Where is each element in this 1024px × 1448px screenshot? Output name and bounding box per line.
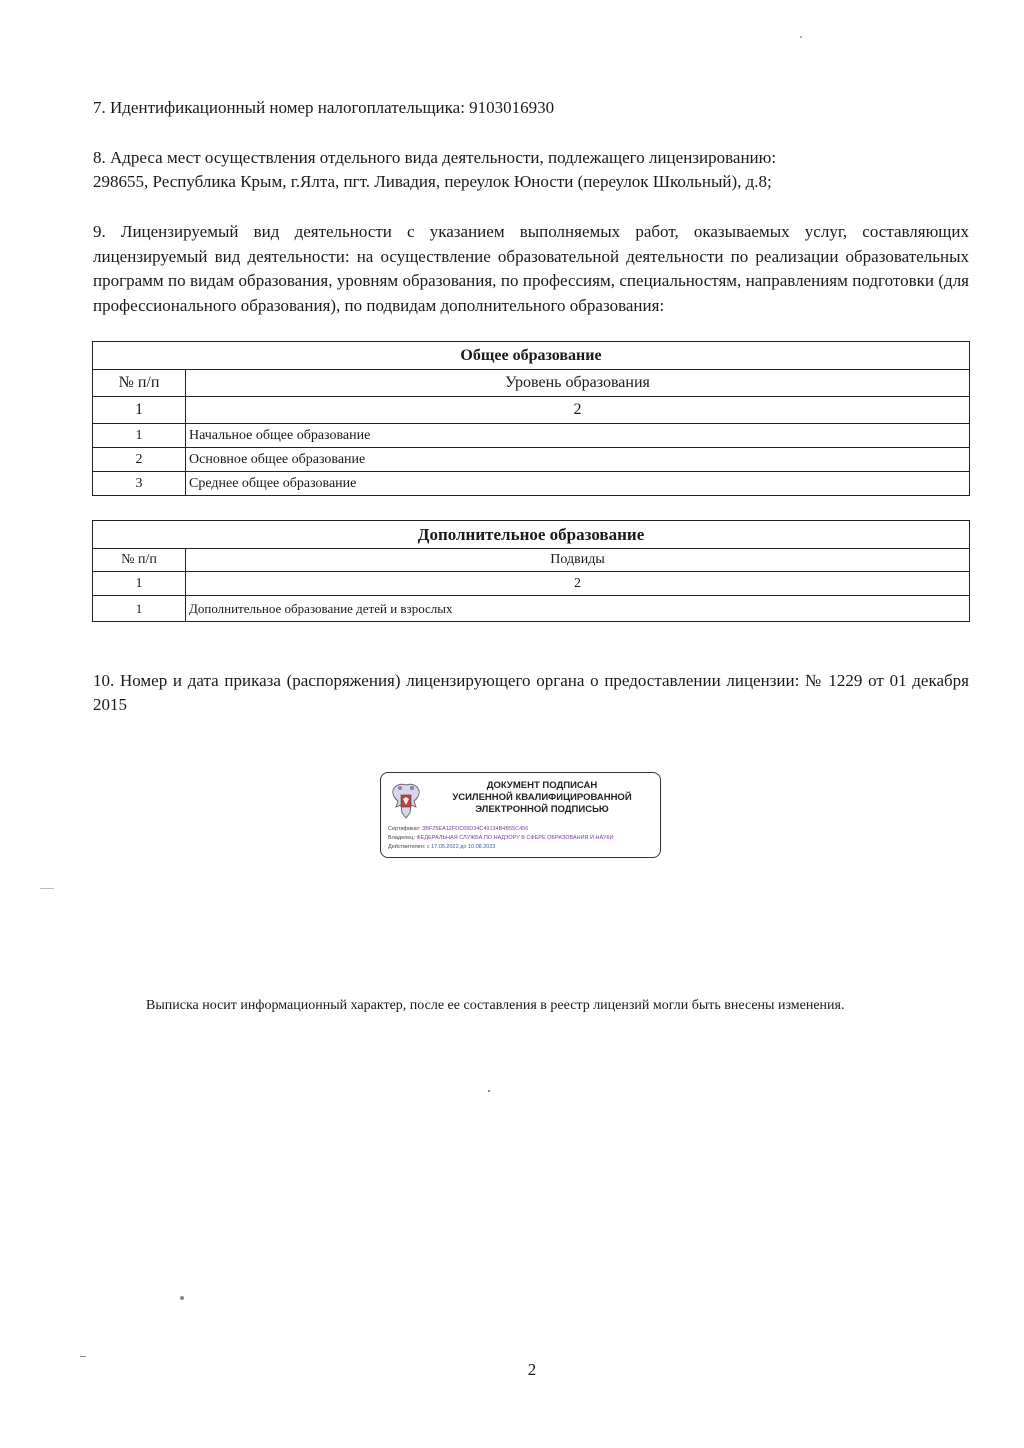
page-number: 2 <box>527 1360 537 1379</box>
item-7-inn: 7. Идентификационный номер налогоплательщика: 9103016930 <box>93 98 555 117</box>
additional-education-title: Дополнительное образование <box>93 521 970 549</box>
stamp-heading-line: ЭЛЕКТРОННОЙ ПОДПИСЬЮ <box>475 804 609 815</box>
stamp-valid-line <box>388 843 660 852</box>
row-number: 1 <box>93 424 186 448</box>
stamp-cert-label: Сертификат: <box>388 826 421 832</box>
row-number: 2 <box>93 448 186 472</box>
item-8-address: 298655, Республика Крым, г.Ялта, пгт. Ливадия, переулок Юности (переулок Школьный), д.8; <box>93 172 772 191</box>
index-cell: 2 <box>186 572 970 596</box>
row-number: 3 <box>93 472 186 496</box>
stamp-heading <box>431 780 653 816</box>
col-subtype-header: Подвиды <box>186 549 970 572</box>
footer-disclaimer: Выписка носит информационный характер, после ее составления в реестр лицензий могли быть внесены изменения. <box>146 998 845 1013</box>
row-level-name: Начальное общее образование <box>186 424 970 448</box>
row-subtype-name: Дополнительное образование детей и взрослых <box>186 596 970 622</box>
item-10-order: 10. Номер и дата приказа (распоряжения) лицензирующего органа о предоставлении лицензии: № 1229 от 01 декабря 2015 <box>93 671 969 714</box>
scan-speck <box>40 888 54 889</box>
stamp-heading-line: УСИЛЕННОЙ КВАЛИФИЦИРОВАННОЙ <box>452 792 632 803</box>
stamp-details <box>388 825 660 852</box>
general-education-title: Общее образование <box>93 342 970 370</box>
stamp-valid-value: с 17.05.2022 до 10.08.2023 <box>426 844 496 850</box>
index-cell: 1 <box>93 572 186 596</box>
scan-speck <box>800 36 802 38</box>
coat-of-arms-icon <box>389 781 423 821</box>
table-row <box>93 448 970 472</box>
scan-speck <box>488 1090 490 1092</box>
col-number-header: № п/п <box>93 370 186 397</box>
general-education-table <box>92 341 970 496</box>
stamp-owner-value: ФЕДЕРАЛЬНАЯ СЛУЖБА ПО НАДЗОРУ В СФЕРЕ ОБРАЗОВАНИЯ И НАУКИ <box>416 835 614 841</box>
row-number: 1 <box>93 596 186 622</box>
scan-speck <box>180 1296 184 1300</box>
item-9-activity: 9. Лицензируемый вид деятельности с указанием выполняемых работ, оказываемых услуг, составляющих лицензируемый вид деятельности: на осуществление образовательной деятельности по реализации образовательных программ по видам образования, уровням образования, по профессиям, специальностям, направлениям подготовки (для профессионального образования), по подвидам дополнительного образования: <box>93 222 969 315</box>
row-level-name: Среднее общее образование <box>186 472 970 496</box>
index-cell: 2 <box>186 397 970 424</box>
stamp-owner-label: Владелец: <box>388 835 415 841</box>
row-level-name: Основное общее образование <box>186 448 970 472</box>
electronic-signature-stamp <box>380 772 661 858</box>
stamp-cert-value: 3BF25EA12FDC65D34C49134B4B55C456 <box>422 826 529 832</box>
index-cell: 1 <box>93 397 186 424</box>
col-level-header: Уровень образования <box>186 370 970 397</box>
table-row <box>93 596 970 622</box>
table-row <box>93 472 970 496</box>
stamp-cert-line <box>388 825 660 834</box>
stamp-owner-line <box>388 834 660 843</box>
scan-speck <box>80 1356 86 1357</box>
table-row <box>93 424 970 448</box>
col-number-header: № п/п <box>93 549 186 572</box>
additional-education-table <box>92 520 970 622</box>
stamp-valid-label: Действителен: <box>388 844 426 850</box>
item-8-heading: 8. Адреса мест осуществления отдельного вида деятельности, подлежащего лицензированию: <box>93 148 777 167</box>
stamp-heading-line: ДОКУМЕНТ ПОДПИСАН <box>486 780 598 791</box>
